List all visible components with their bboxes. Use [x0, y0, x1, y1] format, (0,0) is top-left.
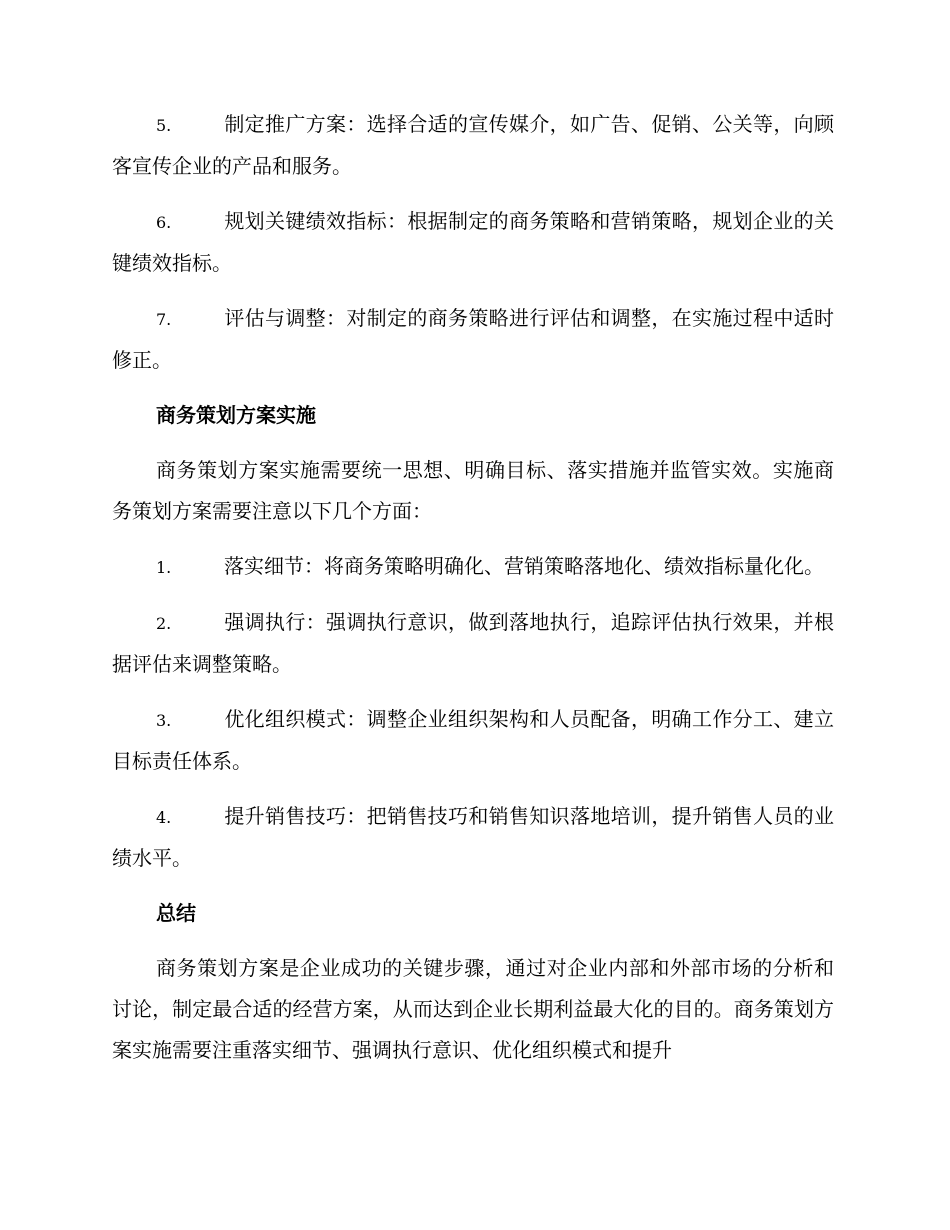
list-item-implementation-2 — [112, 602, 834, 685]
list-item-step-5 — [112, 104, 834, 187]
list-number: 4. — [156, 808, 172, 827]
summary-paragraph: 商务策划方案是企业成功的关键步骤，通过对企业内部和外部市场的分析和讨论，制定最合适的经营方案，从而达到企业长期利益最大化的目的。商务策划方案实施需要注重落实细节、强调执行意识、优化组织模式和提升 — [112, 956, 834, 1062]
list-item-implementation-4 — [112, 796, 834, 879]
list-text: 评估与调整：对制定的商务策略进行评估和调整，在实施过程中适时修正。 — [112, 306, 834, 372]
implementation-intro-paragraph: 商务策划方案实施需要统一思想、明确目标、落实措施并监管实效。实施商务策划方案需要注意以下几个方面： — [112, 458, 834, 523]
list-item-step-7 — [112, 298, 834, 381]
list-item-implementation-1 — [112, 546, 834, 588]
list-text: 优化组织模式：调整企业组织架构和人员配备，明确工作分工、建立目标责任体系。 — [112, 707, 834, 773]
list-text: 规划关键绩效指标：根据制定的商务策略和营销策略，规划企业的关键绩效指标。 — [112, 209, 834, 275]
list-number: 1. — [156, 558, 172, 577]
section-heading-summary: 总结 — [156, 901, 196, 925]
list-number: 7. — [156, 310, 172, 329]
list-number: 6. — [156, 213, 172, 232]
section-heading-implementation: 商务策划方案实施 — [156, 403, 316, 427]
list-text: 提升销售技巧：把销售技巧和销售知识落地培训，提升销售人员的业绩水平。 — [112, 804, 834, 870]
list-number: 2. — [156, 614, 172, 633]
list-item-step-6 — [112, 201, 834, 284]
list-text: 制定推广方案：选择合适的宣传媒介，如广告、促销、公关等，向顾客宣传企业的产品和服务。 — [112, 112, 834, 178]
list-number: 5. — [156, 116, 172, 135]
list-item-implementation-3 — [112, 699, 834, 782]
list-number: 3. — [156, 711, 172, 730]
list-text: 强调执行：强调执行意识，做到落地执行，追踪评估执行效果，并根据评估来调整策略。 — [112, 610, 834, 676]
list-text: 落实细节：将商务策略明确化、营销策略落地化、绩效指标量化化。 — [224, 554, 824, 578]
document-page — [112, 104, 834, 1085]
